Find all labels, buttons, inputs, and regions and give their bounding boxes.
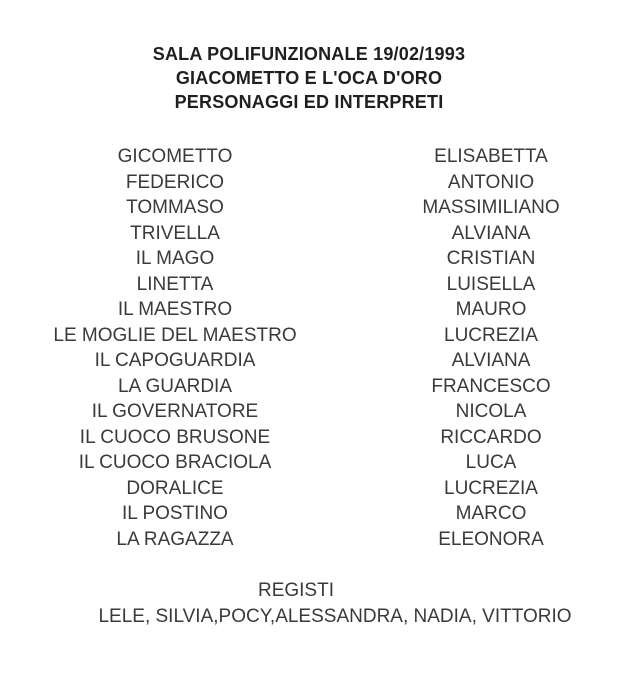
character-name: IL CUOCO BRUSONE bbox=[79, 426, 271, 448]
performer-name: MAURO bbox=[455, 299, 527, 320]
cast-row bbox=[0, 221, 618, 247]
cast-row bbox=[0, 272, 618, 298]
performer-name: FRANCESCO bbox=[431, 375, 551, 397]
venue-date-line: SALA POLIFUNZIONALE 19/02/1993 bbox=[152, 44, 466, 64]
cast-row bbox=[0, 374, 618, 400]
cast-row bbox=[0, 476, 618, 502]
cast-row bbox=[0, 399, 618, 425]
performer-name: MASSIMILIANO bbox=[422, 197, 560, 218]
cast-list bbox=[0, 144, 618, 552]
performer-name: CRISTIAN bbox=[446, 248, 536, 269]
character-name: FEDERICO bbox=[125, 171, 225, 193]
performer-name: MARCO bbox=[455, 503, 527, 524]
directors-section bbox=[0, 578, 618, 630]
cast-row bbox=[0, 246, 618, 272]
cast-row bbox=[0, 501, 618, 527]
character-name: GICOMETTO bbox=[117, 146, 233, 167]
directors-names: LELE, SILVIA,POCY,ALESSANDRA, NADIA, VITTORIO bbox=[98, 606, 572, 627]
cast-row bbox=[0, 297, 618, 323]
cast-row bbox=[0, 348, 618, 374]
cast-row bbox=[0, 323, 618, 349]
character-name: LA RAGAZZA bbox=[116, 528, 234, 550]
cast-row bbox=[0, 450, 618, 476]
character-name: TOMMASO bbox=[126, 197, 224, 218]
performer-name: LUCREZIA bbox=[444, 324, 538, 346]
performer-name: LUCA bbox=[465, 452, 517, 473]
show-title: GIACOMETTO E L'OCA D'ORO bbox=[175, 68, 443, 88]
directors-title: REGISTI bbox=[257, 580, 334, 601]
cast-row bbox=[0, 527, 618, 553]
performer-name: NICOLA bbox=[455, 401, 527, 422]
cast-row bbox=[0, 144, 618, 170]
document-header bbox=[0, 42, 618, 114]
character-name: LINETTA bbox=[136, 273, 214, 295]
character-name: IL MAGO bbox=[135, 248, 215, 269]
performer-name: LUCREZIA bbox=[444, 477, 538, 499]
performer-name: ALVIANA bbox=[451, 222, 531, 244]
cast-row bbox=[0, 425, 618, 451]
character-name: IL CUOCO BRACIOLA bbox=[78, 452, 272, 473]
performer-name: ELISABETTA bbox=[434, 146, 548, 167]
character-name: IL GOVERNATORE bbox=[91, 401, 259, 422]
cast-row bbox=[0, 195, 618, 221]
character-name: LA GUARDIA bbox=[117, 375, 233, 397]
performer-name: ANTONIO bbox=[447, 171, 535, 193]
cast-row bbox=[0, 170, 618, 196]
character-name: IL MAESTRO bbox=[117, 299, 233, 320]
cast-heading: PERSONAGGI ED INTERPRETI bbox=[174, 92, 444, 112]
character-name: IL POSTINO bbox=[122, 503, 228, 524]
character-name: IL CAPOGUARDIA bbox=[94, 350, 256, 371]
performer-name: RICCARDO bbox=[440, 426, 542, 448]
performer-name: LUISELLA bbox=[446, 273, 536, 295]
character-name: DORALICE bbox=[126, 477, 224, 499]
performer-name: ALVIANA bbox=[451, 350, 531, 371]
character-name: LE MOGLIE DEL MAESTRO bbox=[53, 324, 297, 346]
performer-name: ELEONORA bbox=[438, 528, 544, 550]
character-name: TRIVELLA bbox=[130, 222, 220, 244]
